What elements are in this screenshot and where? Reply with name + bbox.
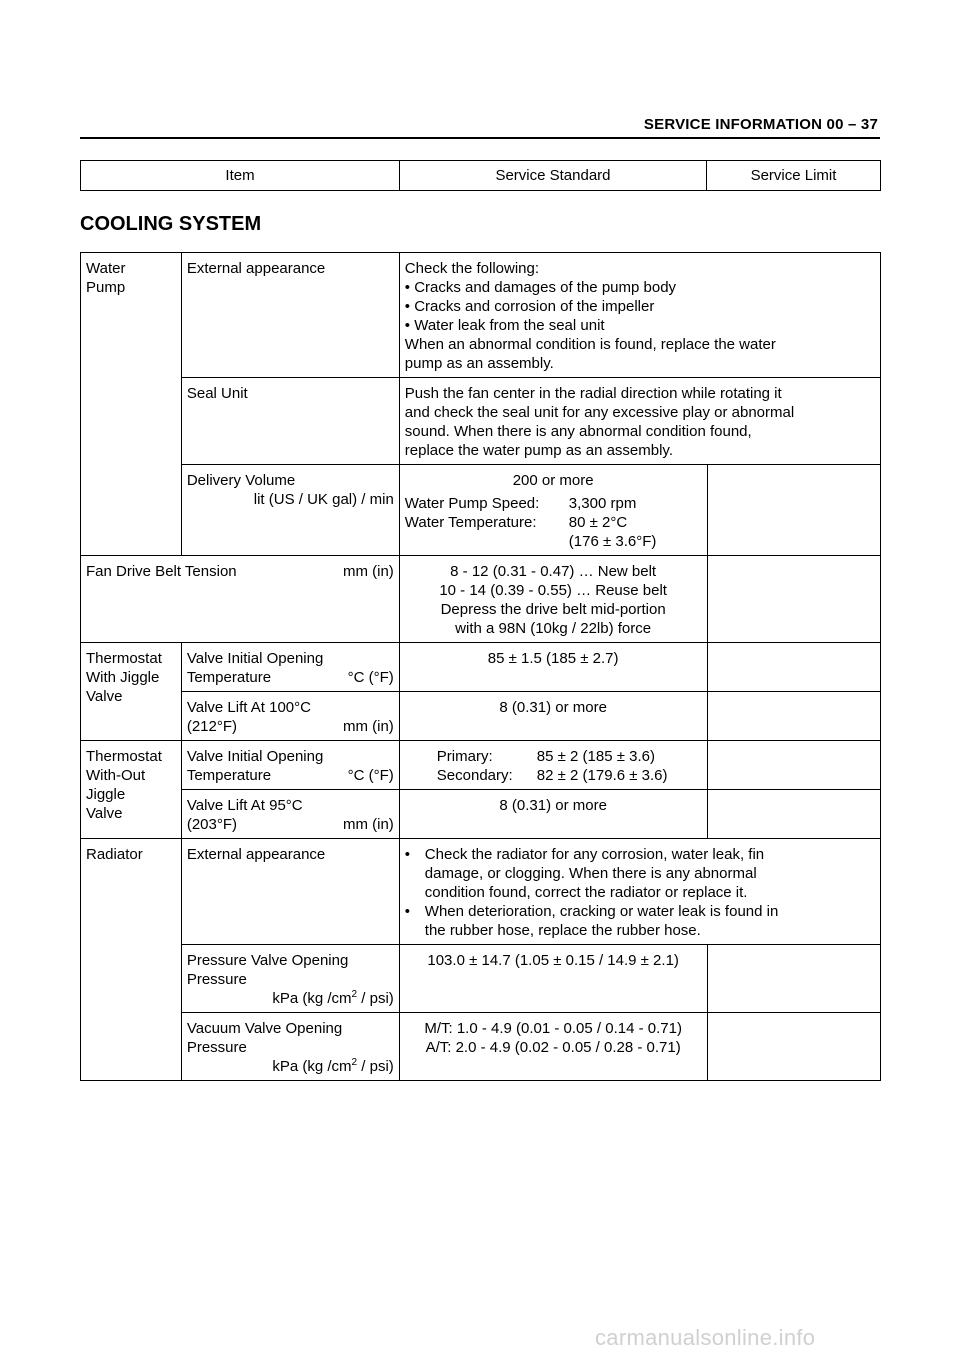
water-pump-external-item: External appearance bbox=[181, 253, 399, 378]
cooling-system-table bbox=[80, 252, 881, 1081]
radiator-external-item: External appearance bbox=[181, 839, 399, 945]
thermostat-jiggle-lift-limit bbox=[707, 692, 881, 741]
thermostat-jiggle-label: Thermostat With Jiggle Valve bbox=[81, 643, 182, 741]
table-row bbox=[81, 378, 881, 465]
watermark: carmanualsonline.info bbox=[595, 1325, 816, 1350]
thermostat-jiggle-lift-item: Valve Lift At 100°C (212°F) mm (in) bbox=[181, 692, 399, 741]
pressure-valve-item: Pressure Valve Opening Pressure kPa (kg $/cm^2 / psi$) bbox=[181, 945, 399, 1013]
header-rule bbox=[80, 137, 880, 139]
water-pump-label: Water Pump bbox=[81, 253, 182, 556]
column-header-item: Item bbox=[81, 161, 400, 191]
thermostat-jiggle-opening-limit bbox=[707, 643, 881, 692]
table-row bbox=[81, 692, 881, 741]
column-header-standard: Service Standard bbox=[400, 161, 707, 191]
page-header-title: SERVICE INFORMATION 00 – 37 bbox=[643, 116, 878, 133]
vacuum-valve-standard: M/T: 1.0 - 4.9 (0.01 - 0.05 / 0.14 - 0.71) A/T: 2.0 - 4.9 (0.02 - 0.05 / 0.28 - 0.71) bbox=[399, 1013, 707, 1081]
delivery-volume-standard: 200 or more Water Pump Speed: 3,300 rpm Water Temperature: 80 ± 2°C (176 ± 3.6°F) bbox=[399, 465, 707, 556]
water-pump-external-standard: Check the following: • Cracks and damages of the pump body • Cracks and corrosion of the impeller • Water leak from the seal unit When an abnormal condition is found, replace the water pump as an assembly. bbox=[399, 253, 880, 378]
thermostat-nojiggle-opening-item: Valve Initial Opening Temperature °C (°F) bbox=[181, 741, 399, 790]
table-row bbox=[81, 945, 881, 1013]
column-header-limit: Service Limit bbox=[707, 161, 881, 191]
delivery-volume-limit bbox=[707, 465, 881, 556]
table-row bbox=[81, 839, 881, 945]
seal-unit-item: Seal Unit bbox=[181, 378, 399, 465]
thermostat-nojiggle-lift-standard: 8 (0.31) or more bbox=[399, 790, 707, 839]
seal-unit-standard: Push the fan center in the radial direction while rotating it and check the seal unit for any excessive play or abnormal sound. When there is any abnormal condition found, replace the water pump as an assembly. bbox=[399, 378, 880, 465]
vacuum-valve-item: Vacuum Valve Opening Pressure kPa (kg $/cm^2 / psi$) bbox=[181, 1013, 399, 1081]
table-row bbox=[81, 1013, 881, 1081]
table-row bbox=[81, 643, 881, 692]
table-row bbox=[81, 741, 881, 790]
thermostat-jiggle-opening-item: Valve Initial Opening Temperature °C (°F) bbox=[181, 643, 399, 692]
fan-belt-item: Fan Drive Belt Tension mm (in) bbox=[81, 556, 400, 643]
vacuum-valve-limit bbox=[707, 1013, 881, 1081]
thermostat-nojiggle-lift-item: Valve Lift At 95°C (203°F) mm (in) bbox=[181, 790, 399, 839]
section-title: COOLING SYSTEM bbox=[80, 213, 262, 235]
fan-belt-limit bbox=[707, 556, 881, 643]
table-row bbox=[81, 253, 881, 378]
thermostat-jiggle-opening-standard: 85 ± 1.5 (185 ± 2.7) bbox=[399, 643, 707, 692]
table-row bbox=[81, 465, 881, 556]
delivery-volume-item: Delivery Volume lit (US / UK gal) / min bbox=[181, 465, 399, 556]
radiator-external-standard: • Check the radiator for any corrosion, water leak, fin damage, or clogging. When there is any abnormal condition found, correct the radiator or replace it. • When deterioration, cracking or water leak is found in the rubber hose, replace the rubber hose. bbox=[399, 839, 880, 945]
radiator-label: Radiator bbox=[81, 839, 182, 1081]
thermostat-nojiggle-lift-limit bbox=[707, 790, 881, 839]
thermostat-jiggle-lift-standard: 8 (0.31) or more bbox=[399, 692, 707, 741]
thermostat-nojiggle-opening-limit bbox=[707, 741, 881, 790]
pressure-valve-standard: 103.0 ± 14.7 (1.05 ± 0.15 / 14.9 ± 2.1) bbox=[399, 945, 707, 1013]
fan-belt-standard: 8 - 12 (0.31 - 0.47) … New belt 10 - 14 (0.39 - 0.55) … Reuse belt Depress the drive belt mid-portion with a 98N (10kg / 22lb) force bbox=[399, 556, 707, 643]
table-row bbox=[81, 790, 881, 839]
table-row bbox=[81, 556, 881, 643]
thermostat-nojiggle-opening-standard: Primary: 85 ± 2 (185 ± 3.6) Secondary: 82 ± 2 (179.6 ± 3.6) bbox=[399, 741, 707, 790]
column-header-table bbox=[80, 160, 881, 191]
thermostat-nojiggle-label: Thermostat With-Out Jiggle Valve bbox=[81, 741, 182, 839]
pressure-valve-limit bbox=[707, 945, 881, 1013]
